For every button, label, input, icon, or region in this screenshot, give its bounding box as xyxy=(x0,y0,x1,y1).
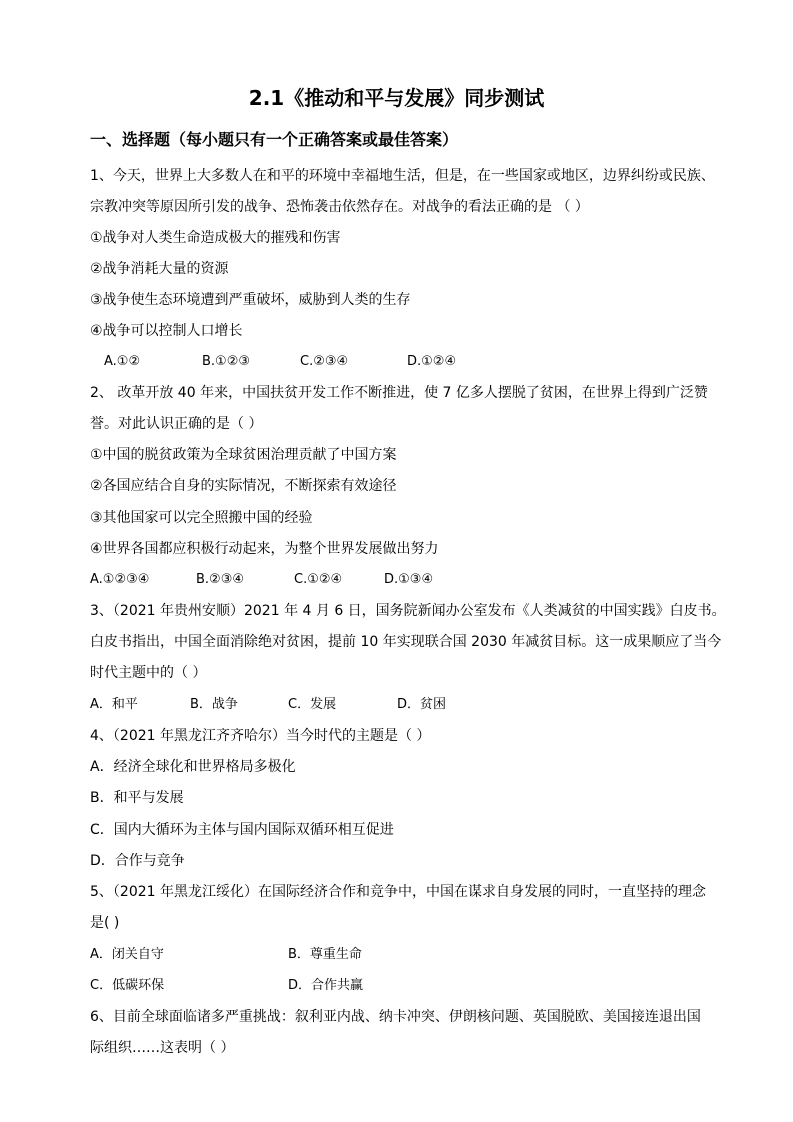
q1-option-c: C.②③④ xyxy=(300,354,349,369)
q6-stem-line-2: 际组织……这表明（ ） xyxy=(90,1040,235,1056)
q3-option-b: B．战争 xyxy=(190,697,238,712)
q4-option-b: B．和平与发展 xyxy=(90,790,184,806)
q4-option-a: A．经济全球化和世界格局多极化 xyxy=(90,759,296,775)
q2-item-4: ④世界各国都应积极行动起来，为整个世界发展做出努力 xyxy=(90,541,439,557)
q3-stem-line-2: 白皮书指出，中国全面消除绝对贫困，提前 10 年实现联合国 2030 年减贫目标。这一成果顺应了当今 xyxy=(90,634,722,650)
q1-stem-line-2: 宗教冲突等原因所引发的战争、恐怖袭击依然存在。对战争的看法正确的是 （ ） xyxy=(90,199,589,215)
q2-item-2: ②各国应结合自身的实际情况，不断探索有效途径 xyxy=(90,478,397,494)
q2-option-d: D.①③④ xyxy=(384,572,434,587)
q2-item-1: ①中国的脱贫政策为全球贫困治理贡献了中国方案 xyxy=(90,447,397,463)
q5-option-d: D．合作共赢 xyxy=(288,978,364,993)
q2-option-a: A.①②③④ xyxy=(90,572,150,587)
q4-option-c: C．国内大循环为主体与国内国际双循环相互促进 xyxy=(90,822,394,838)
q1-item-4: ④战争可以控制人口增长 xyxy=(90,323,243,339)
q4-stem-line-1: 4、（2021 年黑龙江齐齐哈尔）当今时代的主题是（ ） xyxy=(90,728,431,744)
q1-stem-line-1: 1、今天，世界上大多数人在和平的环境中幸福地生活，但是，在一些国家或地区，边界纠纷或民族、 xyxy=(90,168,715,184)
q1-item-2: ②战争消耗大量的资源 xyxy=(90,261,229,277)
q5-stem-line-1: 5、（2021 年黑龙江绥化）在国际经济合作和竞争中，中国在谋求自身发展的同时，一直坚持的理念 xyxy=(90,884,706,900)
q1-option-a: A.①② xyxy=(104,354,141,369)
q1-option-b: B.①②③ xyxy=(202,354,251,369)
q6-stem-line-1: 6、目前全球面临诸多严重挑战：叙利亚内战、纳卡冲突、伊朗核问题、英国脱欧、美国接连退出国 xyxy=(90,1009,701,1025)
page-title: 2.1《推动和平与发展》同步测试 xyxy=(248,86,545,110)
q3-option-c: C．发展 xyxy=(288,697,337,712)
q2-option-b: B.②③④ xyxy=(196,572,245,587)
q1-item-1: ①战争对人类生命造成极大的摧残和伤害 xyxy=(90,230,341,246)
q5-option-a: A．闭关自守 xyxy=(90,947,164,962)
q5-stem-line-2: 是( ) xyxy=(90,915,120,931)
q3-stem-line-3: 时代主题中的（ ） xyxy=(90,665,207,681)
q1-item-3: ③战争使生态环境遭到严重破坏，威胁到人类的生存 xyxy=(90,292,411,308)
q5-option-b: B．尊重生命 xyxy=(288,947,362,962)
section-heading: 一、选择题（每小题只有一个正确答案或最佳答案） xyxy=(90,130,459,149)
q3-option-a: A．和平 xyxy=(90,697,138,712)
q3-stem-line-1: 3、（2021 年贵州安顺）2021 年 4 月 6 日，国务院新闻办公室发布《人类减贫的中国实践》白皮书。 xyxy=(90,603,726,619)
q1-option-d: D.①②④ xyxy=(407,354,457,369)
q2-item-3: ③其他国家可以完全照搬中国的经验 xyxy=(90,510,313,526)
q2-stem-line-2: 誉。对此认识正确的是（ ） xyxy=(90,416,263,432)
q2-stem-line-1: 2、 改革开放 40 年来，中国扶贫开发工作不断推进，使 7 亿多人摆脱了贫困，在世界上得到广泛赞 xyxy=(90,385,708,401)
q5-option-c: C．低碳环保 xyxy=(90,978,165,993)
q2-option-c: C.①②④ xyxy=(294,572,343,587)
q3-option-d: D．贫困 xyxy=(397,697,447,712)
q4-option-d: D．合作与竞争 xyxy=(90,853,185,869)
